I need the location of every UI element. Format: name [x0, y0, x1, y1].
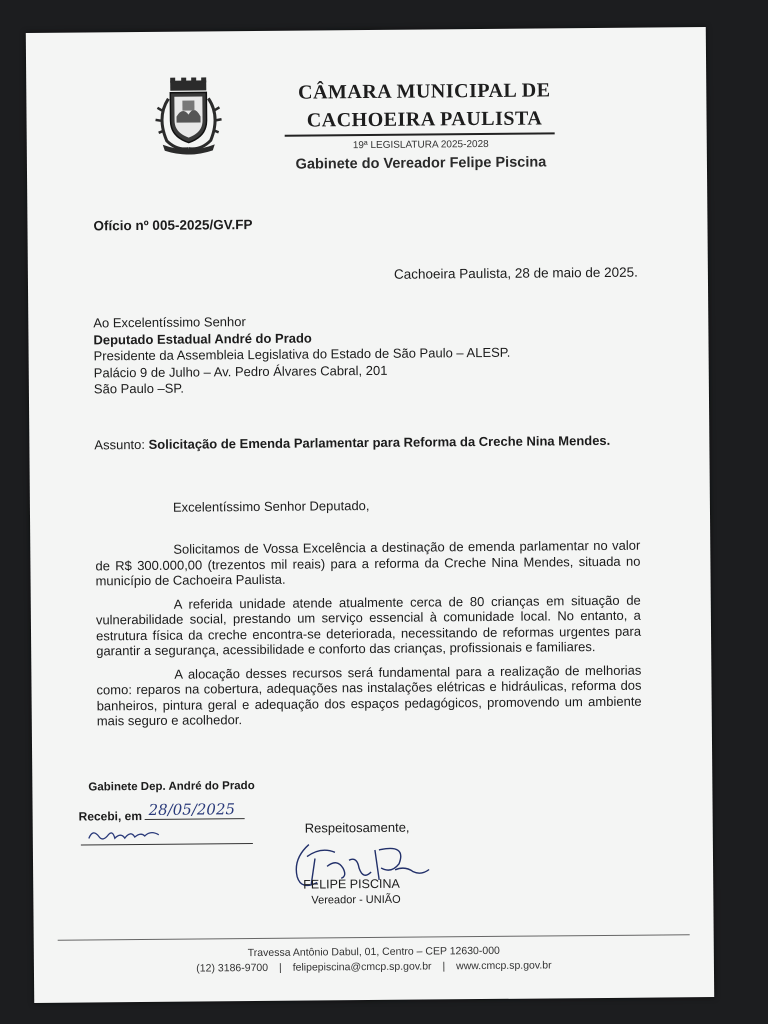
place-date: Cachoeira Paulista, 28 de maio de 2025.	[393, 264, 638, 282]
footer-website: www.cmcp.sp.gov.br	[456, 959, 552, 973]
receipt-date-line	[145, 818, 245, 820]
recipient-name: Deputado Estadual André do Prado	[93, 330, 312, 347]
footer-email: felipepiscina@cmcp.sp.gov.br	[292, 960, 432, 974]
receipt-stamp-office: Gabinete Dep. André do Prado	[88, 780, 255, 794]
footer-divider	[58, 934, 690, 941]
footer-separator: |	[442, 960, 446, 973]
recipient-block	[93, 312, 510, 398]
chamber-title-line-2: CACHOEIRA PAULISTA	[306, 107, 543, 132]
footer-address: Travessa Antônio Dabul, 01, Centro – CEP 12630-000	[247, 944, 500, 960]
chamber-title-line-1: CÂMARA MUNICIPAL DE	[297, 79, 551, 104]
chamber-title	[284, 76, 564, 134]
cabinet-name: Gabinete do Vereador Felipe Piscina	[295, 154, 547, 173]
recipient-city: São Paulo –SP.	[93, 380, 185, 397]
receipt-stamp-date: 28/05/2025	[148, 800, 236, 819]
recipient-position: Presidente da Assembleia Legislativa do Estado de São Paulo – ALESP.	[93, 344, 511, 364]
municipal-coat-of-arms-icon	[152, 76, 225, 155]
signer-role: Vereador - UNIÃO	[311, 893, 401, 907]
office-number: Ofício nº 005-2025/GV.FP	[93, 217, 253, 234]
subject-label: Assunto:	[94, 436, 149, 453]
salutation: Excelentíssimo Senhor Deputado,	[172, 498, 370, 515]
receipt-stamp-label: Recebi, em	[78, 809, 143, 824]
signer-name: FELIPE PISCINA	[303, 876, 400, 892]
recipient-greeting: Ao Excelentíssimo Senhor	[93, 314, 246, 331]
body-paragraph: Solicitamos de Vossa Excelência a destinação de emenda parlamentar no valor de R$ 300.000,00 (trezentos mil reais) para a reforma da Creche Nina Mendes, situada no município de Cachoeira Paulista.	[95, 537, 641, 589]
footer-contacts	[34, 958, 714, 976]
letter-body	[95, 538, 642, 737]
receipt-signature-line	[81, 843, 253, 846]
closing-text: Respeitosamente,	[304, 819, 410, 836]
body-paragraph: A referida unidade atende atualmente cerca de 80 crianças em situação de vulnerabilidade social, prestando um serviço essencial à comunidade local. No entanto, a estrutura física da creche encontra-se deteriorada, necessitando de reformas urgentes para garantir a segurança, acessibilidade e conforto das crianças, profissionais e familiares.	[95, 592, 642, 659]
body-paragraph: A alocação desses recursos será fundamental para a realização de melhorias como: reparos na cobertura, adequações nas instalações elétricas e hidráulicas, reforma dos banheiros, pintura geral e adequação dos espaços pedagógicos, promovendo um ambiente mais seguro e acolhedor.	[96, 662, 642, 729]
subject-text: Solicitação de Emenda Parlamentar para Reforma da Creche Nina Mendes.	[148, 432, 611, 452]
subject-line	[94, 433, 610, 453]
legislature-label: 19ª LEGISLATURA 2025-2028	[352, 138, 489, 152]
footer-separator: |	[278, 961, 282, 974]
recipient-address: Palácio 9 de Julho – Av. Pedro Álvares Cabral, 201	[93, 362, 388, 380]
footer-phone: (12) 3186-9700	[196, 961, 269, 975]
letter-page	[26, 27, 714, 1003]
